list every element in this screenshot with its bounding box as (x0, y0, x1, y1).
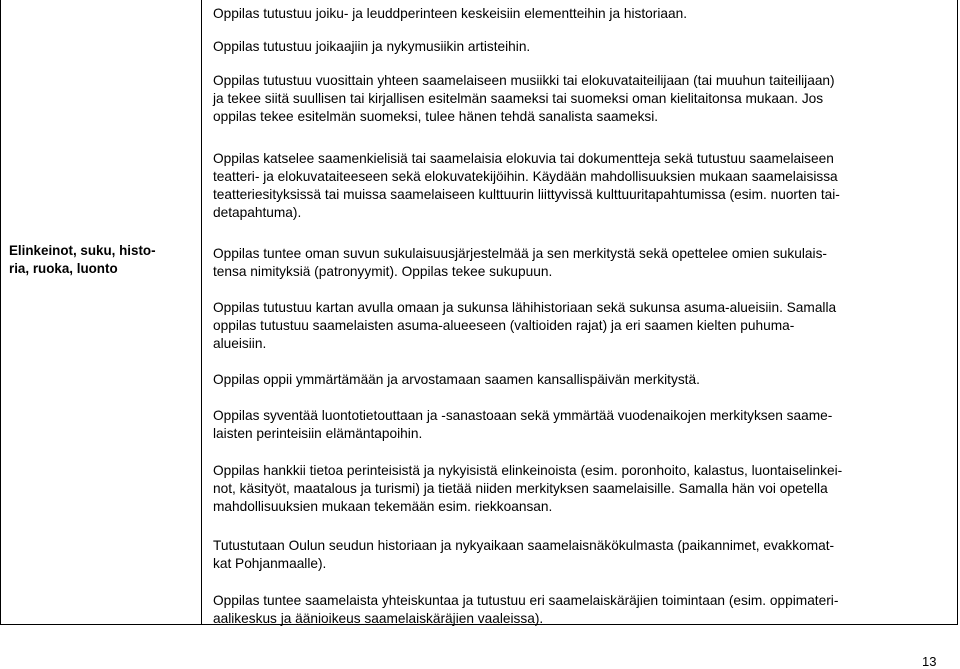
paragraph-line: Oppilas oppii ymmärtämään ja arvostamaan saamen kansallispäivän merkitystä. (213, 372, 700, 387)
paragraph-line: oppilas tutustuu saamelaisten asuma-alueeseen (valtioiden rajat) ja eri saamen kielten puhuma- (213, 318, 795, 333)
paragraph-line: Oppilas tutustuu vuosittain yhteen saamelaiseen musiikki tai elokuvataiteilijaan (tai muuhun taiteilijaan) (213, 73, 835, 88)
paragraph (213, 38, 530, 56)
paragraph-line: Tutustutaan Oulun seudun historiaan ja nykyaikaan saamelaisnäkökulmasta (paikannimet, evakkomat- (213, 538, 835, 553)
paragraph-line: Oppilas tutustuu kartan avulla omaan ja sukunsa lähihistoriaan sekä sukunsa asuma-alueisiin. Samalla (213, 300, 837, 315)
paragraph-line: mahdollisuuksien mukaan tekemään esim. riekkoansan. (213, 499, 553, 514)
paragraph-line: teatteri- ja elokuvataiteeseen sekä elokuvatekijöihin. Käydään mahdollisuuksien mukaan saamelaisissa (213, 169, 838, 184)
paragraph (213, 72, 835, 126)
page-number: 13 (922, 654, 937, 669)
paragraph-line: Oppilas hankkii tietoa perinteisistä ja nykyisistä elinkeinoista (esim. poronhoito, kalastus, luontaiselinkei- (213, 463, 843, 478)
paragraph-line: detapahtuma). (213, 205, 302, 220)
topic-heading (9, 242, 194, 278)
paragraph-line: ja tekee siitä suullisen tai kirjallisen esitelmän saameksi tai suomeksi oman kielitaitonsa mukaan. Jos (213, 91, 824, 106)
paragraph-line: Oppilas tuntee saamelaista yhteiskuntaa ja tutustuu eri saamelaiskäräjien toimintaan (esim. oppimateri- (213, 593, 839, 608)
paragraph-line: not, käsityöt, maatalous ja turismi) ja tietää niiden merkityksen saamelaisille. Samalla hän voi opetella (213, 481, 828, 496)
paragraph-line: laisten perinteisiin elämäntapoihin. (213, 426, 423, 441)
paragraph-line: Oppilas syventää luontotietouttaan ja -sanastoaan sekä ymmärtää vuodenaikojen merkityksen saame- (213, 408, 833, 423)
paragraph-line: aalikeskus ja äänioikeus saamelaiskäräjien vaaleissa). (213, 611, 544, 626)
paragraph (213, 299, 836, 353)
paragraph-line: tensa nimityksiä (patronyymit). Oppilas tekee sukupuun. (213, 264, 553, 279)
topic-heading-line: Elinkeinot, suku, histo- (9, 243, 156, 258)
paragraph-line: Oppilas tutustuu joiku- ja leuddperinteen keskeisiin elementteihin ja historiaan. (213, 6, 688, 21)
paragraph-line: Oppilas katselee saamenkielisiä tai saamelaisia elokuvia tai dokumentteja sekä tutustuu saamelaiseen (213, 151, 834, 166)
paragraph (213, 537, 834, 573)
paragraph (213, 5, 687, 23)
paragraph-line: kat Pohjanmaalle). (213, 556, 327, 571)
column-divider (201, 0, 202, 624)
paragraph (213, 245, 827, 281)
paragraph-line: Oppilas tuntee oman suvun sukulaisuusjärjestelmää ja sen merkitystä sekä opettelee omien sukulais- (213, 246, 827, 261)
paragraph-line: alueisiin. (213, 336, 267, 351)
paragraph-line: Oppilas tutustuu joikaajiin ja nykymusiikin artisteihin. (213, 39, 531, 54)
paragraph (213, 150, 840, 222)
topic-heading-line: ria, ruoka, luonto (9, 261, 118, 276)
paragraph (213, 371, 700, 389)
paragraph-line: teatteriesityksissä tai muissa saamelaiseen kulttuurin liittyvissä kulttuuritapahtumissa (esim. nuorten tai- (213, 187, 840, 202)
paragraph (213, 407, 832, 443)
paragraph (213, 462, 842, 516)
paragraph (213, 592, 838, 628)
paragraph-line: oppilas tekee esitelmän suomeksi, tulee hänen tehdä sanalista saameksi. (213, 109, 659, 124)
